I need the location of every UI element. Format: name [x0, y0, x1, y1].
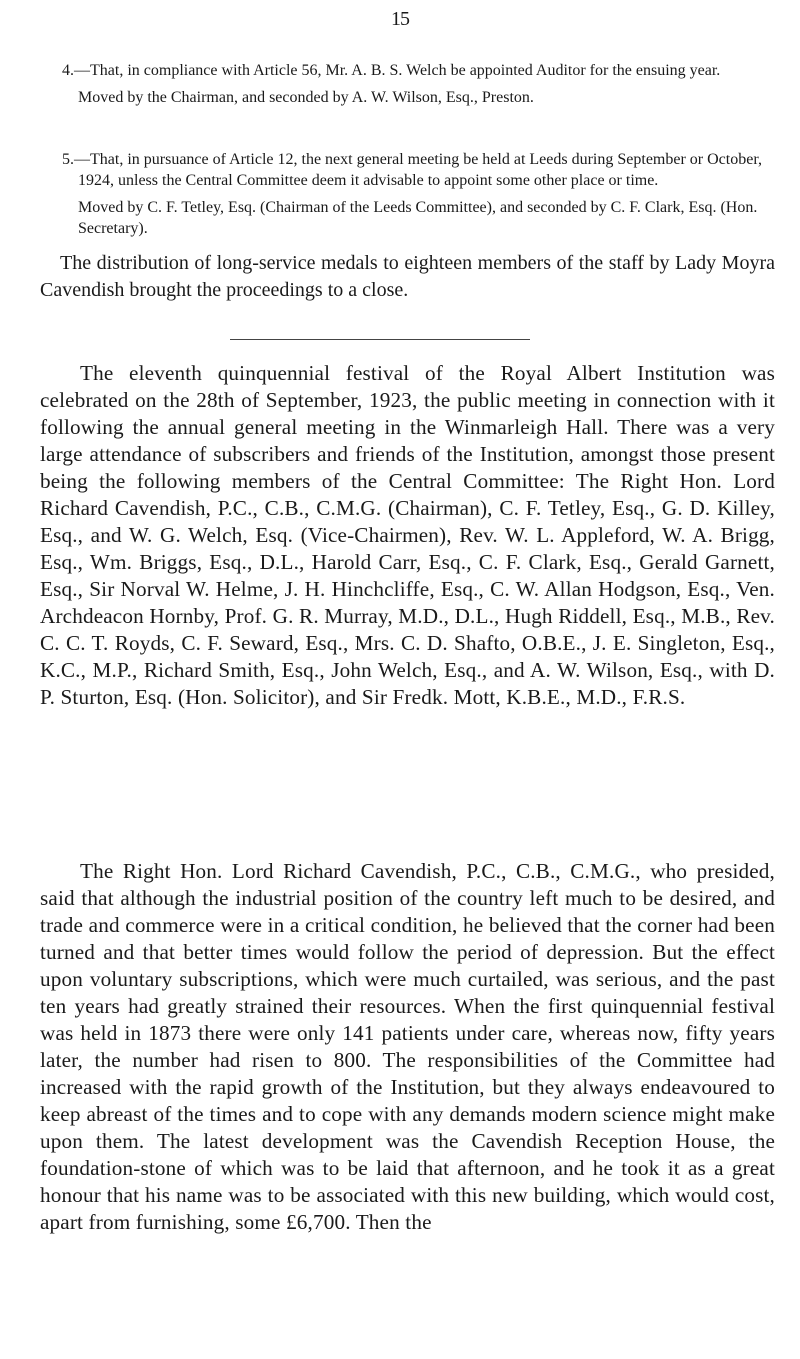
- resolution-text: 4.—That, in compliance with Article 56, Mr. A. B. S. Welch be appointed Auditor for the ensuing year.: [62, 62, 721, 79]
- resolution-moved: Moved by the Chairman, and seconded by A. W. Wilson, Esq., Preston.: [78, 89, 534, 106]
- body-paragraph: The Right Hon. Lord Richard Cavendish, P.C., C.B., C.M.G., who presided, said that although the industrial position of the country left much to be desired, and trade and commerce were in a critical condition, he believed that the corner had been turned and that better times would follow the period of depression. But the effect upon voluntary subscriptions, which were much curtailed, was serious, and the past ten years had greatly strained their resources. When the first quinquennial festival was held in 1873 there were only 141 patients under care, whereas now, fifty years later, the number had risen to 800. The responsibilities of the Committee had increased with the rapid growth of the Institution, but they always endeavoured to keep abreast of the times and to cope with any demands modern science might make upon them. The latest development was the Cavendish Reception House, the foundation-stone of which was to be laid that afternoon, and he took it as a great honour that his name was to be associated with this new building, which would cost, apart from furnishing, some £6,700. Then the: [40, 859, 775, 1234]
- resolution-text: 5.—That, in pursuance of Article 12, the next general meeting be held at Leeds during September or October, 1924, unless the Central Committee deem it advisable to appoint some other place or time.: [62, 151, 763, 189]
- resolution-4: [62, 60, 772, 108]
- section-divider: [230, 339, 530, 340]
- page-number: 15: [391, 8, 409, 30]
- body-paragraph: The eleventh quinquennial festival of the Royal Albert Institution was celebrated on the 28th of September, 1923, the public meeting in connection with it following the annual general meeting in the Winmarleigh Hall. There was a very large attendance of subscribers and friends of the Institution, amongst those present being the following members of the Central Committee: The Right Hon. Lord Richard Cavendish, P.C., C.B., C.M.G. (Chairman), C. F. Tetley, Esq., G. D. Killey, Esq., and W. G. Welch, Esq. (Vice-Chairmen), Rev. W. L. Appleford, W. A. Brigg, Esq., Wm. Briggs, Esq., D.L., Harold Carr, Esq., C. F. Clark, Esq., Gerald Garnett, Esq., Sir Norval W. Helme, J. H. Hinchcliffe, Esq., C. W. Allan Hodgson, Esq., Ven. Archdeacon Hornby, Prof. G. R. Murray, M.D., D.L., Hugh Riddell, Esq., M.B., Rev. C. C. T. Royds, C. F. Seward, Esq., Mrs. C. D. Shafto, O.B.E., J. E. Singleton, Esq., K.C., M.P., Richard Smith, Esq., John Welch, Esq., and A. W. Wilson, Esq., with D. P. Sturton, Esq. (Hon. Solicitor), and Sir Fredk. Mott, K.B.E., M.D., F.R.S.: [40, 361, 775, 709]
- closing-paragraph: The distribution of long-service medals to eighteen members of the staff by Lady Moyra Cavendish brought the proceedings to a close.: [40, 252, 775, 301]
- resolution-moved: Moved by C. F. Tetley, Esq. (Chairman of the Leeds Committee), and seconded by C. F. Clark, Esq. (Hon. Secretary).: [78, 199, 758, 237]
- resolution-5: [62, 149, 772, 239]
